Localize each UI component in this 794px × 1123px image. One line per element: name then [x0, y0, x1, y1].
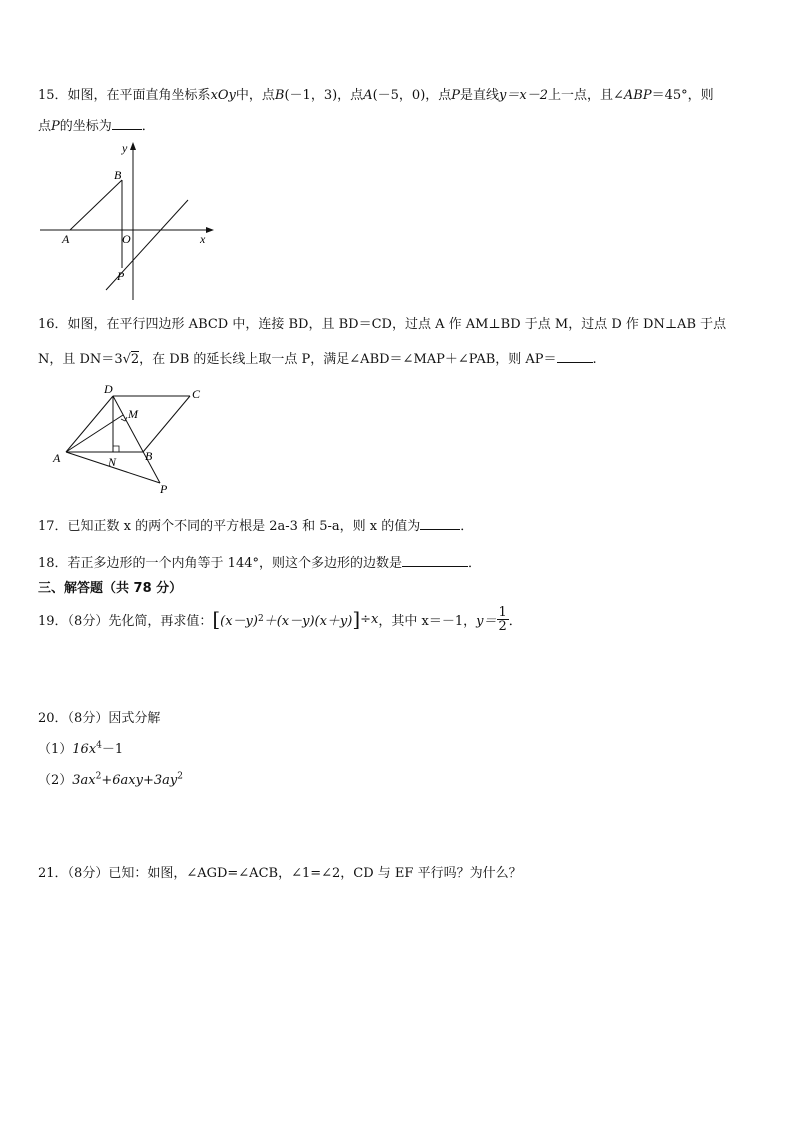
q15-number: 15．: [38, 88, 68, 103]
segment-am: [66, 415, 123, 452]
q15-text: 中，点: [235, 88, 275, 103]
q19-expr: y＝: [476, 613, 497, 629]
label-p: P: [117, 269, 125, 283]
q15-point-b: B: [274, 88, 285, 103]
q19-expr: (x－y): [220, 613, 258, 629]
q15-text: ．: [141, 119, 155, 134]
q16-coef: 3: [114, 352, 123, 367]
q21-line: [38, 862, 522, 881]
sqrt-sign: √: [122, 352, 131, 367]
segment-ad: [66, 396, 113, 452]
q16-text: N，且 DN＝: [38, 352, 115, 367]
label-p: P: [160, 482, 168, 496]
q15-line1: [38, 84, 714, 103]
answer-blank[interactable]: [557, 350, 593, 363]
q15-coord-b: (－1，3): [284, 88, 338, 103]
q18-text: ．: [468, 556, 482, 571]
q19-text: ，其中 x＝－1，: [378, 613, 477, 629]
label-a: A: [62, 232, 70, 246]
q21-text: 21．（8分）已知：如图，∠AGD=∠ACB，∠1=∠2，CD 与 EF 平行吗？为什么？: [38, 866, 522, 881]
fraction-denominator: 2: [498, 618, 507, 634]
answer-blank[interactable]: [402, 554, 468, 567]
q15-figure: [38, 140, 218, 302]
q18-line: [38, 552, 481, 571]
q15-coord-a: (－5，0): [372, 88, 426, 103]
q15-text: 上一点，且∠: [548, 88, 624, 103]
q20-part-label: （2）: [38, 773, 73, 788]
q15-line2: [38, 115, 155, 134]
y-axis-arrow: [130, 142, 136, 150]
label-y: y: [122, 141, 128, 155]
q19-exponent: 2: [257, 614, 264, 624]
q16-text: .: [592, 352, 597, 367]
label-b: B: [114, 168, 122, 182]
q15-point-p: P: [451, 88, 461, 103]
q16-number: 16．: [38, 317, 68, 332]
q20-expr: 16x: [72, 742, 97, 757]
q17-line: [38, 515, 473, 534]
q16-radicand: 2: [130, 352, 140, 367]
q15-text: ，点: [425, 88, 452, 103]
q15-text: ＝45°，则: [651, 88, 714, 103]
q20-exponent: 2: [95, 771, 102, 782]
q16-figure: [50, 380, 210, 498]
q19-text: ．: [508, 613, 522, 629]
q19-bracket-open: [: [212, 607, 221, 631]
label-a: A: [53, 451, 61, 465]
q19-text: 19．（8分）先化简，再求值：: [38, 613, 213, 629]
answer-blank[interactable]: [420, 517, 460, 530]
q17-text: ．: [460, 519, 474, 534]
label-b: B: [145, 449, 153, 463]
q20-part1: [38, 738, 123, 757]
label-o: O: [122, 232, 131, 246]
section-heading: 三、解答题（共 78 分）: [38, 581, 183, 596]
q20-expr: +6axy+3ay: [101, 773, 178, 788]
q19-expr: ＋(x－y)(x＋y): [263, 613, 353, 629]
label-n: N: [108, 455, 117, 469]
q15-text: 是直线: [460, 88, 500, 103]
answer-blank[interactable]: [112, 117, 142, 130]
q15-text: 的坐标为: [59, 119, 112, 134]
q19-expr: ÷x: [360, 611, 379, 627]
x-axis-arrow: [206, 227, 214, 233]
fraction-numerator: 1: [498, 604, 507, 620]
q15-text: 如图，在平面直角坐标系: [67, 88, 211, 103]
q15-xoy: xOy: [210, 88, 236, 103]
q20-expr: －1: [101, 742, 124, 757]
q20-exponent: 4: [96, 740, 102, 751]
q15-point-p: P: [51, 119, 60, 134]
q17-text: 17．已知正数 x 的两个不同的平方根是 2a-3 和 5-a，则 x 的值为: [38, 519, 421, 534]
q20-part2: [38, 769, 183, 788]
q20-text: 20．（8分）因式分解: [38, 711, 161, 726]
segment-ab: [70, 180, 122, 230]
right-angle-n: [113, 446, 119, 452]
label-d: D: [104, 382, 113, 396]
q20-expr: 3ax: [72, 773, 96, 788]
q16-line2: [38, 348, 597, 367]
segment-cb: [143, 396, 190, 452]
q20-exponent: 2: [177, 771, 183, 782]
q20-part-label: （1）: [38, 742, 73, 757]
q16-text: ，在 DB 的延长线上取一点 P，满足∠ABD＝∠MAP＋∠PAB，则 AP＝: [139, 352, 557, 367]
label-x: x: [200, 232, 206, 246]
q19-fraction: [497, 606, 509, 633]
q15-text: ，点: [337, 88, 364, 103]
q15-angle: ABP: [623, 88, 652, 103]
label-c: C: [192, 387, 201, 401]
q15-point-a: A: [363, 88, 373, 103]
q16-line1: [38, 313, 726, 332]
q15-text: 点: [38, 119, 52, 134]
q18-text: 18．若正多边形的一个内角等于 144°，则这个多边形的边数是: [38, 556, 402, 571]
q16-text: 如图，在平行四边形 ABCD 中，连接 BD，且 BD＝CD，过点 A 作 AM⊥BD 于点 M，过点 D 作 DN⊥AB 于点: [67, 317, 727, 332]
q20-line: [38, 707, 160, 726]
q15-line-eq: y＝x－2: [499, 88, 548, 103]
q19-line: [38, 602, 522, 636]
q19-bracket-close: ]: [352, 607, 361, 631]
label-m: M: [128, 407, 138, 421]
